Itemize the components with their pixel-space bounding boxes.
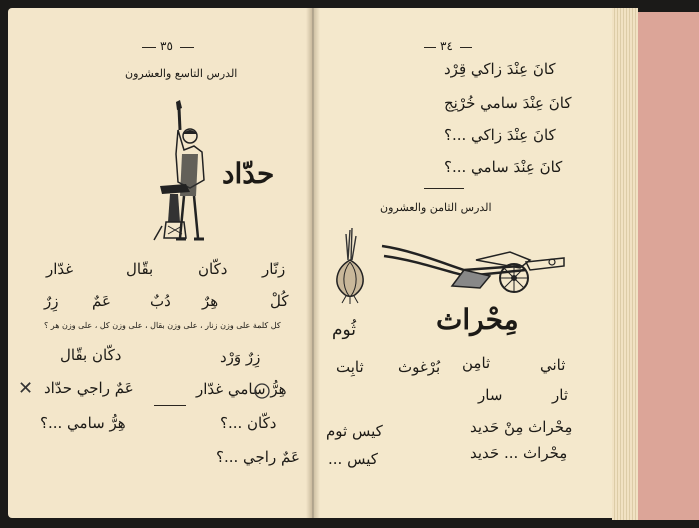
left-main-word: حدّاد — [222, 157, 275, 190]
left-page-number: ٣٥ — [160, 39, 173, 53]
right-word-1: ثاني — [540, 356, 566, 374]
left-exercise-1a: زِرٌ وَرْد — [220, 348, 261, 366]
left-exercise-2b: عَمٌ راجي حدّاد — [44, 379, 134, 397]
right-short-1: ثار — [552, 386, 568, 404]
page-edges — [612, 8, 638, 520]
right-exercise-1b: كيس ثوم — [326, 422, 383, 440]
left-short-5: زِرٌ — [44, 292, 59, 310]
blacksmith-illustration — [150, 98, 220, 243]
left-exercise-3b: هِرُّ سامي ...؟ — [40, 414, 126, 432]
right-main-word: مِحْراث — [436, 303, 519, 336]
left-word-3: بقّال — [126, 260, 154, 278]
left-short-4: عَمٌ — [92, 292, 111, 310]
right-sentence-3: كانَ عِنْدَ زاكي ...؟ — [444, 126, 556, 144]
right-sentence-1: كانَ عِنْدَ زاكي قِرْد — [444, 60, 556, 78]
right-second-word: ثُوم — [332, 320, 357, 340]
left-question-line: كل كلمة على وزن زنار ، على وزن بقال ، على وزن كل ، على وزن هر ؟ — [44, 321, 281, 330]
right-short-2: سار — [478, 386, 503, 404]
onion-garlic-illustration — [330, 226, 370, 306]
right-sentence-4: كانَ عِنْدَ سامي ...؟ — [444, 158, 563, 176]
left-short-1: كُلْ — [270, 292, 289, 310]
pencil-circle-mark — [253, 382, 271, 400]
plough-illustration — [380, 240, 566, 296]
left-exercise-1b: دكّان بقّال — [60, 346, 122, 364]
left-word-4: غدّار — [46, 260, 74, 278]
back-cover — [628, 12, 699, 520]
right-word-3: بُرْغوث — [398, 358, 441, 376]
right-exercise-2a: مِحْراث ... حَديد — [470, 444, 568, 462]
right-exercise-1a: مِحْراث مِنْ حَديد — [470, 418, 573, 436]
right-word-4: ثابِت — [336, 358, 364, 376]
left-lesson-title: الدرس التاسع والعشرون — [125, 67, 238, 80]
left-short-3: دُبٌ — [150, 292, 171, 310]
right-page-number: ٣٤ — [440, 39, 453, 53]
left-exercise-4a: عَمٌ راجي ...؟ — [216, 448, 300, 466]
right-exercise-2b: كيس ... — [328, 450, 378, 468]
left-short-2: هِرٌ — [202, 292, 219, 310]
right-lesson-title: الدرس الثامن والعشرون — [380, 201, 492, 214]
left-exercise-3a: دكّان ...؟ — [220, 414, 277, 432]
book-spine — [306, 8, 320, 518]
left-word-2: دكّان — [198, 260, 228, 278]
right-sentence-2: كانَ عِنْدَ سامي خُرْنِج — [444, 94, 572, 112]
right-word-2: ثامِن — [462, 354, 491, 372]
pencil-x-mark: ✕ — [18, 378, 34, 399]
left-exercise-2a: هِرُّ سامي غدّار — [196, 380, 287, 398]
left-word-1: زنّار — [262, 260, 286, 278]
